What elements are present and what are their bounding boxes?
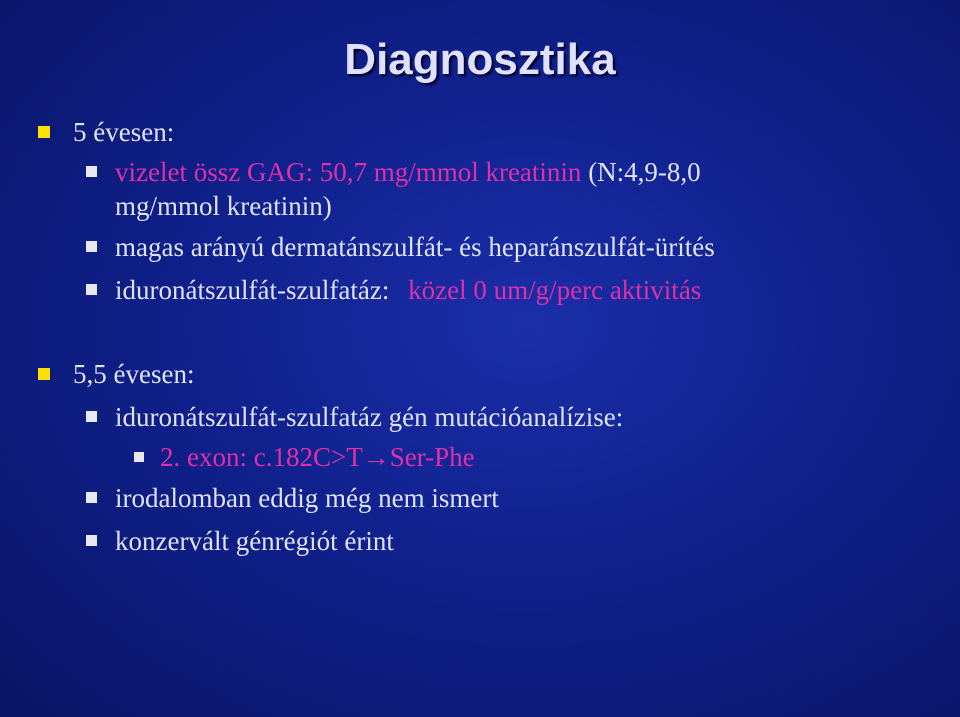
list-item: konzervált génrégiót érint (115, 526, 394, 556)
list-item (115, 274, 701, 306)
bullet-square-icon (134, 452, 144, 462)
slide-title: Diagnosztika (344, 35, 616, 84)
list-item: magas arányú dermatánszulfát- és heparánszulfát-ürítés (115, 232, 715, 262)
bullet-square-icon (86, 535, 97, 546)
mutation-subitem: 2. exon: c.182C>T→Ser-Phe (160, 442, 475, 472)
list-item: iduronátszulfát-szulfatáz gén mutációanalízise: (115, 402, 624, 432)
bullet-square-icon (86, 241, 97, 252)
bullet-square-icon (86, 166, 97, 177)
section-heading: 5,5 évesen: (73, 359, 195, 389)
bullet-square-icon (38, 368, 50, 380)
section-heading: 5 évesen: (73, 117, 175, 147)
bullet-square-icon (86, 492, 97, 503)
list-item: irodalomban eddig még nem ismert (115, 483, 499, 513)
gag-reference-text: (N:4,9-8,0 (581, 157, 701, 187)
list-item-continuation: mg/mmol kreatinin) (115, 191, 332, 221)
list-item (115, 156, 701, 188)
bullet-square-icon (86, 284, 97, 295)
bullet-square-icon (38, 126, 50, 138)
enzyme-activity-text: közel 0 um/g/perc aktivitás (408, 275, 702, 305)
bullet-square-icon (86, 411, 97, 422)
enzyme-label: iduronátszulfát-szulfatáz: (115, 275, 390, 305)
gag-value-text: vizelet össz GAG: 50,7 mg/mmol kreatinin (115, 157, 582, 187)
